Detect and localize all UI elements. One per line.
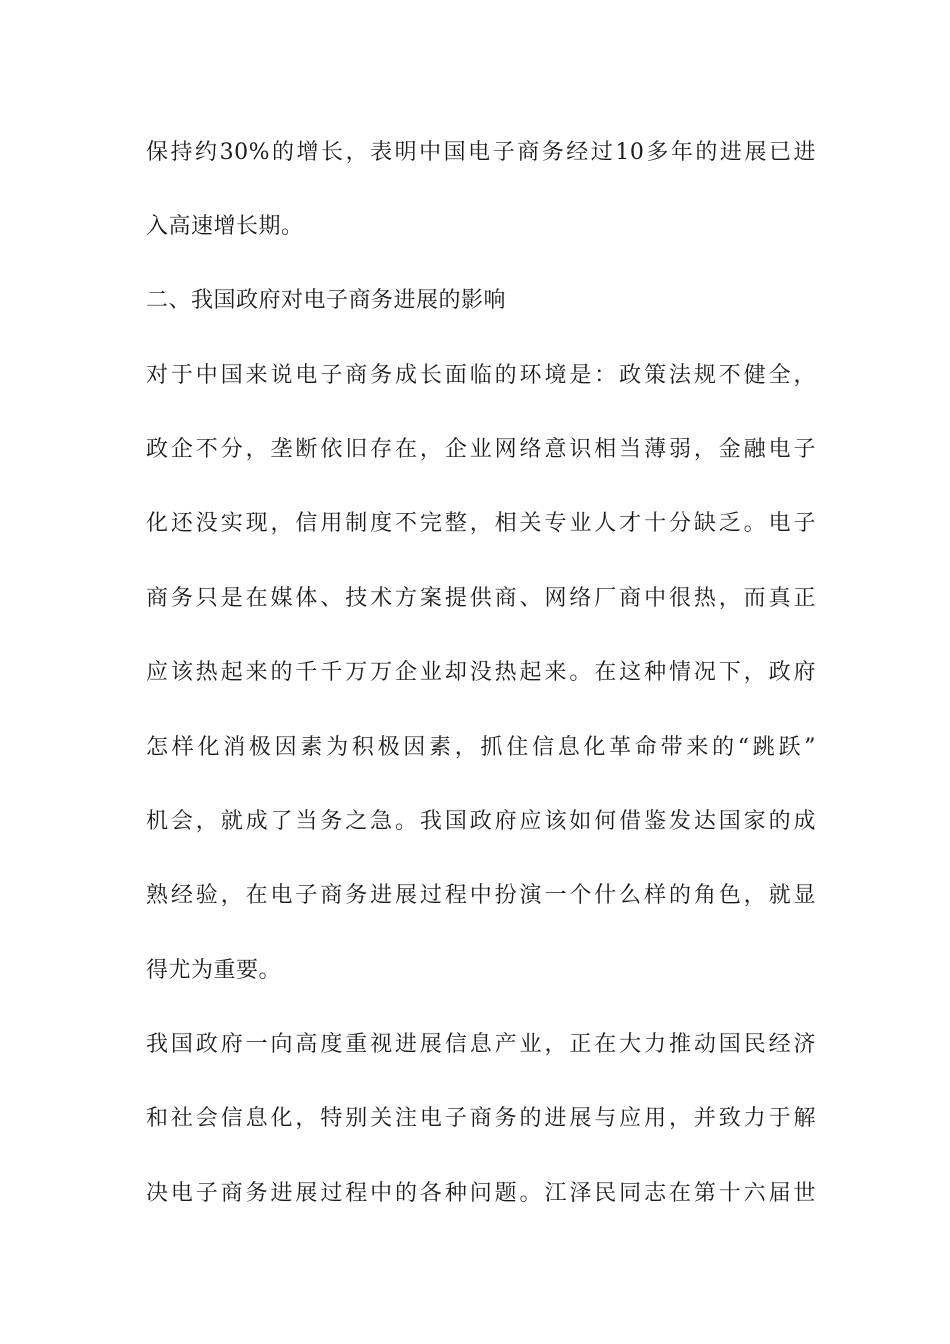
paragraph-line: 化还没实现，信用制度不完整，相关专业人才十分缺乏。电子 <box>146 511 816 536</box>
paragraph-line: 应该热起来的千千万万企业却没热起来。在这种情况下，政府 <box>146 660 816 685</box>
paragraph-line: 我国政府一向高度重视进展信息产业，正在大力推动国民经济 <box>146 1032 816 1057</box>
paragraph-line: 保持约30%的增长，表明中国电子商务经过10多年的进展已进 <box>146 140 816 165</box>
paragraph-line: 得尤为重要。 <box>146 958 282 983</box>
paragraph-line: 机会，就成了当务之急。我国政府应该如何借鉴发达国家的成 <box>146 809 816 834</box>
section-heading: 二、我国政府对电子商务进展的影响 <box>146 288 507 313</box>
paragraph-line: 对于中国来说电子商务成长面临的环境是：政策法规不健全， <box>146 363 816 388</box>
paragraph-line: 和社会信息化，特别关注电子商务的进展与应用，并致力于解 <box>146 1106 816 1131</box>
paragraph-line: 怎样化消极因素为积极因素，抓住信息化革命带来的“跳跃” <box>146 735 816 760</box>
paragraph-line: 商务只是在媒体、技术方案提供商、网络厂商中很热，而真正 <box>146 586 816 611</box>
paragraph-line: 政企不分，垄断依旧存在，企业网络意识相当薄弱，金融电子 <box>146 437 816 462</box>
paragraph-line: 决电子商务进展过程中的各种问题。江泽民同志在第十六届世 <box>146 1181 816 1206</box>
paragraph-line: 熟经验，在电子商务进展过程中扮演一个什么样的角色，就显 <box>146 883 816 908</box>
paragraph-line: 入高速增长期。 <box>146 214 304 239</box>
